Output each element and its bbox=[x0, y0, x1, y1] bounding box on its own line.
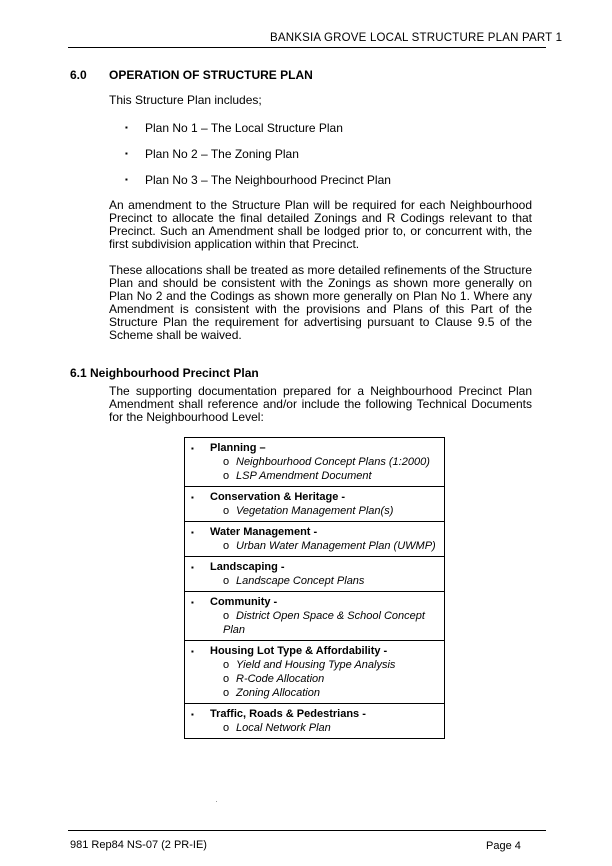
circle-bullet-icon: o bbox=[223, 575, 230, 587]
subsection-intro: The supporting documentation prepared for a Neighbourhood Precinct Plan Amendment shall reference and/or include the following Technical Documents for the Neighbourhood Level: bbox=[109, 384, 532, 424]
table-row bbox=[185, 438, 444, 486]
bullet-icon: ▪ bbox=[125, 123, 128, 132]
header-rule bbox=[68, 47, 546, 48]
circle-bullet-icon: o bbox=[223, 470, 230, 482]
table-row bbox=[185, 556, 444, 591]
paragraph-amendment: An amendment to the Structure Plan will be required for each Neighbourhood Precinct to allocate the final detailed Zonings and R Codings relevant to that Precinct. Such an Amendment shall be lodged prior to, or concurrent with, the first subdivision application within that Precinct. bbox=[109, 198, 532, 251]
section-title: OPERATION OF STRUCTURE PLAN bbox=[109, 68, 313, 82]
circle-bullet-icon: o bbox=[223, 673, 230, 685]
list-item: o Landscape Concept Plans bbox=[223, 575, 365, 587]
plan-list-item bbox=[125, 121, 343, 135]
bullet-icon: ▪ bbox=[125, 175, 128, 184]
bullet-icon: ▪ bbox=[191, 493, 194, 502]
circle-bullet-icon: o bbox=[223, 687, 230, 699]
bullet-icon: ▪ bbox=[125, 149, 128, 158]
row-heading: Planning – bbox=[210, 442, 266, 454]
circle-bullet-icon: o bbox=[223, 659, 230, 671]
plan-label: Plan No 1 – The Local Structure Plan bbox=[145, 121, 343, 135]
circle-bullet-icon: o bbox=[223, 610, 230, 622]
document-reference: 981 Rep84 NS-07 (2 PR-IE) bbox=[70, 839, 207, 851]
list-item: o Zoning Allocation bbox=[223, 687, 320, 699]
bullet-icon: ▪ bbox=[191, 528, 194, 537]
bullet-icon: ▪ bbox=[191, 710, 194, 719]
bullet-icon: ▪ bbox=[191, 598, 194, 607]
list-item: o Yield and Housing Type Analysis bbox=[223, 659, 396, 671]
list-item: o District Open Space & School Concept Plan bbox=[223, 610, 425, 636]
row-heading: Traffic, Roads & Pedestrians - bbox=[210, 708, 366, 720]
row-heading: Landscaping - bbox=[210, 561, 285, 573]
page-number: Page 4 bbox=[486, 840, 521, 852]
circle-bullet-icon: o bbox=[223, 505, 230, 517]
circle-bullet-icon: o bbox=[223, 722, 230, 734]
table-row bbox=[185, 486, 444, 521]
paragraph-allocations: These allocations shall be treated as more detailed refinements of the Structure Plan and should be consistent with the Zonings as shown more generally on Plan No 2 and the Codings as shown more generally on Plan No 1. Where any Amendment is consistent with the provisions and Plans of this Part of the Structure Plan the requirement for advertising pursuant to Clause 9.5 of the Scheme shall be waived. bbox=[109, 263, 532, 342]
table-row bbox=[185, 640, 444, 703]
plan-label: Plan No 3 – The Neighbourhood Precinct Plan bbox=[145, 173, 391, 187]
bullet-icon: ▪ bbox=[191, 563, 194, 572]
list-item: o LSP Amendment Document bbox=[223, 470, 372, 482]
list-item: o Neighbourhood Concept Plans (1:2000) bbox=[223, 456, 430, 468]
bullet-icon: ▪ bbox=[191, 647, 194, 656]
technical-documents-table bbox=[184, 437, 445, 739]
table-row bbox=[185, 591, 444, 640]
plan-list-item bbox=[125, 147, 299, 161]
section-intro: This Structure Plan includes; bbox=[109, 93, 262, 107]
plan-list-item bbox=[125, 173, 391, 187]
subsection-heading: 6.1 Neighbourhood Precinct Plan bbox=[70, 366, 259, 380]
plan-label: Plan No 2 – The Zoning Plan bbox=[145, 147, 299, 161]
row-heading: Conservation & Heritage - bbox=[210, 491, 346, 503]
bullet-icon: ▪ bbox=[191, 444, 194, 453]
list-item: o R-Code Allocation bbox=[223, 673, 325, 685]
table-row bbox=[185, 521, 444, 556]
running-header: BANKSIA GROVE LOCAL STRUCTURE PLAN PART 1 bbox=[270, 32, 563, 44]
section-number: 6.0 bbox=[70, 68, 87, 82]
row-heading: Water Management - bbox=[210, 526, 318, 538]
circle-bullet-icon: o bbox=[223, 456, 230, 468]
circle-bullet-icon: o bbox=[223, 540, 230, 552]
section-heading bbox=[70, 68, 313, 82]
list-item: o Local Network Plan bbox=[223, 722, 331, 734]
list-item: o Vegetation Management Plan(s) bbox=[223, 505, 394, 517]
list-item: o Urban Water Management Plan (UWMP) bbox=[223, 540, 436, 552]
scan-speck bbox=[216, 801, 217, 802]
table-row bbox=[185, 703, 444, 738]
footer-rule bbox=[68, 830, 546, 831]
row-heading: Housing Lot Type & Affordability - bbox=[210, 645, 388, 657]
row-heading: Community - bbox=[210, 596, 278, 608]
